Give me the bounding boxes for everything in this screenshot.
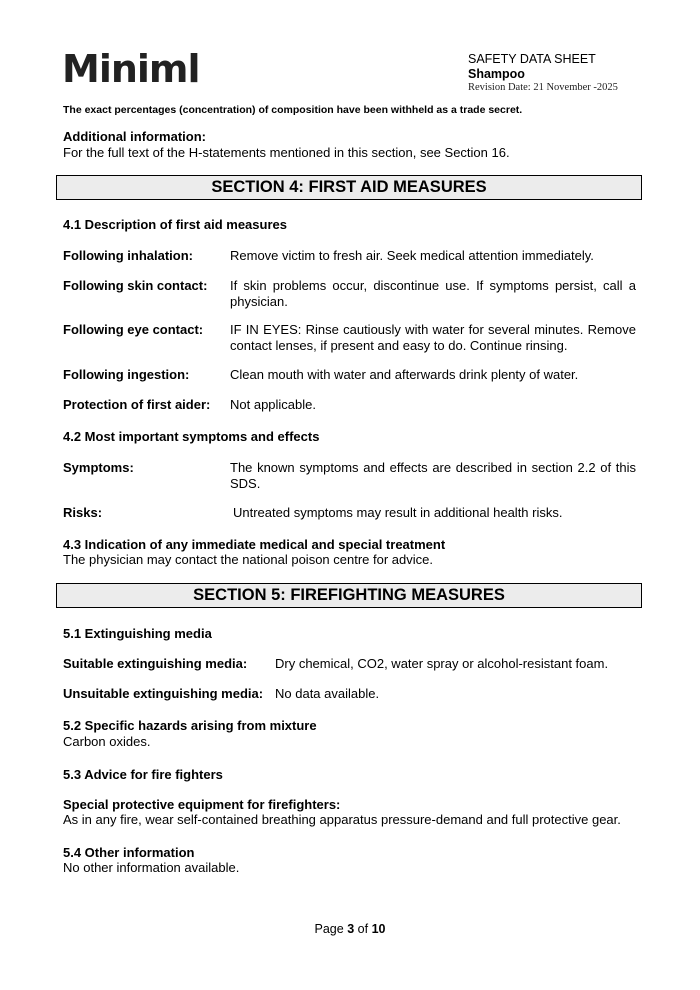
document-type: SAFETY DATA SHEET [468,52,596,66]
page-number: 3 [347,922,355,936]
subsection-4-1-title: 4.1 Description of first aid measures [63,217,287,232]
unsuitable-media-value: No data available. [275,686,380,701]
section-4-heading: SECTION 4: FIRST AID MEASURES [56,175,642,200]
subsection-5-4-text: No other information available. [63,860,240,875]
risks-label: Risks: [63,505,103,520]
additional-info-title: Additional information: [63,129,206,144]
page-of: of [357,922,369,936]
subsection-4-3-title: 4.3 Indication of any immediate medical and special treatment [63,537,446,552]
first-aid-value: IF IN EYES: Rinse cautiously with water for several minutes. Remove contact lenses, if present and easy to do. Continue rinsing. [230,322,636,353]
first-aid-label: Following eye contact: [63,322,204,337]
subsection-5-4-title: 5.4 Other information [63,845,195,860]
product-name: Shampoo [468,67,525,81]
additional-info-text: For the full text of the H-statements mentioned in this section, see Section 16. [63,145,510,160]
suitable-media-label: Suitable extinguishing media: [63,656,248,671]
first-aid-label: Following skin contact: [63,278,208,293]
subsection-5-1-title: 5.1 Extinguishing media [63,626,212,641]
page-total: 10 [371,922,386,936]
risks-value: Untreated symptoms may result in additional health risks. [233,505,563,520]
ppe-text: As in any fire, wear self-contained breathing apparatus pressure-demand and full protective gear. [63,812,621,827]
subsection-5-2-text: Carbon oxides. [63,734,151,749]
first-aid-value: Not applicable. [230,397,316,412]
subsection-5-2-title: 5.2 Specific hazards arising from mixture [63,718,317,733]
unsuitable-media-label: Unsuitable extinguishing media: [63,686,264,701]
section-5-heading: SECTION 5: FIREFIGHTING MEASURES [56,583,642,608]
first-aid-value: If skin problems occur, discontinue use. If symptoms persist, call a physician. [230,278,636,309]
first-aid-label: Protection of first aider: [63,397,211,412]
first-aid-label: Following ingestion: [63,367,190,382]
revision-date: Revision Date: 21 November -2025 [468,82,618,93]
ppe-title: Special protective equipment for firefighters: [63,797,341,812]
suitable-media-value: Dry chemical, CO2, water spray or alcohol-resistant foam. [275,656,609,671]
page-footer [0,922,700,936]
symptoms-value: The known symptoms and effects are described in section 2.2 of this SDS. [230,460,636,491]
page-prefix: Page [314,922,344,936]
subsection-4-3-text: The physician may contact the national poison centre for advice. [63,552,433,567]
symptoms-label: Symptoms: [63,460,134,475]
trade-secret-note: The exact percentages (concentration) of composition have been withheld as a trade secret. [63,104,523,116]
first-aid-label: Following inhalation: [63,248,193,263]
company-logo: Miniml [62,47,200,91]
first-aid-value: Remove victim to fresh air. Seek medical attention immediately. [230,248,594,263]
subsection-5-3-title: 5.3 Advice for fire fighters [63,767,223,782]
first-aid-value: Clean mouth with water and afterwards drink plenty of water. [230,367,579,382]
subsection-4-2-title: 4.2 Most important symptoms and effects [63,429,320,444]
